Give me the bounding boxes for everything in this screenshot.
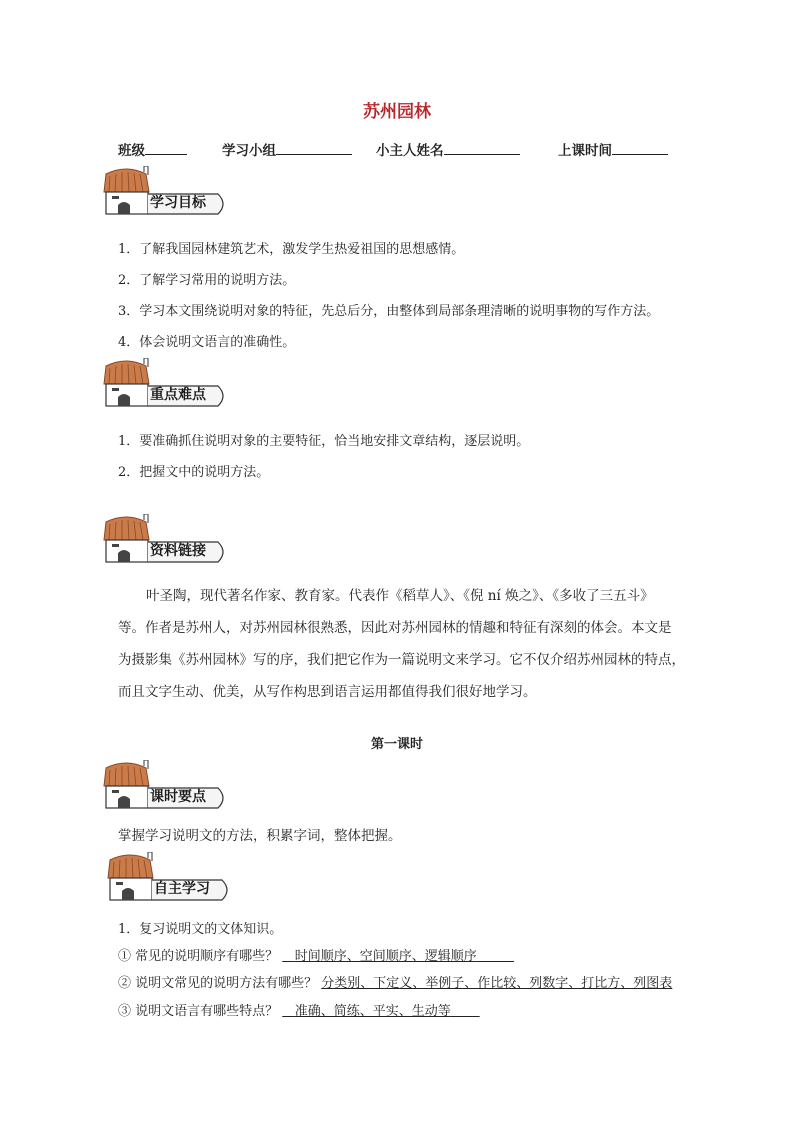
time-field — [558, 139, 668, 159]
page-title: 苏州园林 — [363, 102, 431, 122]
self-study-intro: 1．复习说明文的文体知识。 — [118, 922, 283, 937]
section-materials-label: 资料链接 — [150, 543, 206, 559]
section-self-study-label: 自主学习 — [154, 881, 210, 897]
lesson-heading: 第一课时 — [370, 737, 423, 752]
host-field — [376, 139, 520, 159]
lesson-points-text: 掌握学习说明文的方法，积累字词，整体把握。 — [118, 828, 402, 844]
section-key-points — [100, 358, 240, 410]
goal-item-4: 4．体会说明文语言的准确性。 — [118, 335, 296, 350]
group-label: 学习小组 — [222, 143, 276, 159]
question-2-text: ② 说明文常见的说明方法有哪些？ — [118, 976, 318, 991]
materials-line-1: 叶圣陶，现代著名作家、教育家。代表作《稻草人》、《倪 ní 焕之》、《多收了三五斗》 — [146, 588, 654, 604]
time-blank[interactable] — [612, 139, 668, 155]
section-key-points-label: 重点难点 — [150, 387, 206, 403]
question-3-text: ③ 说明文语言有哪些特点？ — [118, 1004, 279, 1019]
goal-item-3: 3．学习本文围绕说明对象的特征，先总后分，由整体到局部条理清晰的说明事物的写作方法。 — [118, 304, 660, 319]
section-materials — [100, 514, 240, 566]
time-label: 上课时间 — [558, 143, 612, 159]
question-1-text: ① 常见的说明顺序有哪些？ — [118, 949, 279, 964]
section-lesson-points — [100, 760, 240, 812]
question-1 — [118, 945, 514, 964]
question-3-answer[interactable]: 准确、简练、平实、生动等 — [294, 1004, 451, 1019]
materials-line-3: 为摄影集《苏州园林》写的序，我们把它作为一篇说明文来学习。它不仅介绍苏州园林的特点， — [118, 652, 685, 668]
key-point-2: 2．把握文中的说明方法。 — [118, 465, 270, 480]
goal-item-1: 1．了解我国园林建筑艺术，激发学生热爱祖国的思想感情。 — [118, 242, 465, 257]
host-blank[interactable] — [444, 139, 520, 155]
materials-line-2: 等。作者是苏州人，对苏州园林很熟悉，因此对苏州园林的情趣和特征有深刻的体会。本文是 — [118, 620, 672, 636]
section-lesson-points-label: 课时要点 — [150, 789, 206, 805]
key-point-1: 1．要准确抓住说明对象的主要特征，恰当地安排文章结构，逐层说明。 — [118, 434, 530, 449]
section-goals-label: 学习目标 — [150, 195, 206, 211]
class-field — [118, 139, 187, 159]
section-self-study — [104, 852, 244, 904]
class-blank[interactable] — [145, 139, 187, 155]
goal-item-2: 2．了解学习常用的说明方法。 — [118, 273, 296, 288]
group-blank[interactable] — [276, 139, 352, 155]
question-2-answer[interactable]: 分类别、下定义、举例子、作比较、列数字、打比方、列图表 — [321, 976, 673, 991]
question-1-answer[interactable]: 时间顺序、空间顺序、逻辑顺序 — [294, 949, 477, 964]
materials-line-4: 而且文字生动、优美，从写作构思到语言运用都值得我们很好地学习。 — [118, 684, 537, 700]
question-3 — [118, 1000, 480, 1019]
host-label: 小主人姓名 — [376, 143, 444, 159]
section-goals — [100, 166, 240, 218]
question-2 — [118, 972, 672, 991]
group-field — [222, 139, 352, 159]
class-label: 班级 — [118, 143, 145, 159]
